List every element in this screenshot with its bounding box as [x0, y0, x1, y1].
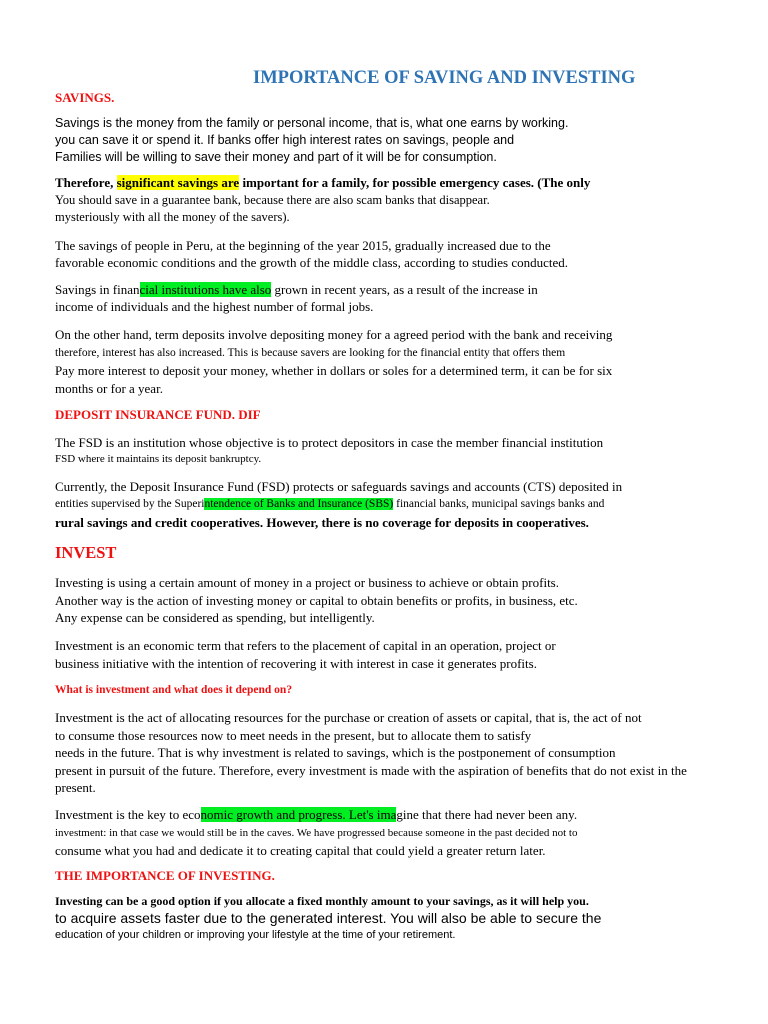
invest-paragraph-2 [55, 637, 556, 673]
text-line: Investment is an economic term that refers to the placement of capital in an operation, project or [55, 638, 556, 653]
savings-paragraph-5 [55, 326, 612, 398]
text-line: FSD where it maintains its deposit bankruptcy. [55, 453, 262, 465]
importance-heading: THE IMPORTANCE OF INVESTING. [55, 868, 275, 883]
dif-paragraph-1 [55, 434, 603, 468]
savings-paragraph-1 [55, 115, 568, 166]
text-line: Another way is the action of investing money or capital to obtain benefits or profits, in business, etc. [55, 592, 578, 608]
text-line: Families will be willing to save their money and part of it will be for consumption. [55, 150, 497, 164]
invest-subheading: What is investment and what does it depend on? [55, 684, 293, 696]
text-line: investment: in that case we would still be in the caves. We have progressed because someone in the past decided not to [55, 827, 578, 839]
page-title: IMPORTANCE OF SAVING AND INVESTING [253, 68, 636, 88]
text-segment: entities supervised by the Superi [55, 498, 205, 510]
importance-line-1: Investing can be a good option if you allocate a fixed monthly amount to your savings, as it will help you. [55, 894, 589, 908]
highlighted-text: significant savings are [116, 175, 240, 190]
text-segment: financial banks, municipal savings banks and [393, 498, 605, 510]
text-line: favorable economic conditions and the growth of the middle class, according to studies conducted. [55, 255, 568, 270]
text-line: months or for a year. [55, 381, 163, 396]
highlighted-text: cial institutions have also [139, 282, 272, 297]
dif-heading: DEPOSIT INSURANCE FUND. DIF [55, 407, 261, 422]
importance-line-2: to acquire assets faster due to the generated interest. You will also be able to secure the [55, 910, 602, 926]
text-segment: gine that there had never been any. [396, 807, 578, 822]
savings-paragraph-4-line-1 [55, 282, 538, 298]
text-line: consume what you had and dedicate it to creating capital that could yield a greater return later. [55, 843, 546, 858]
savings-paragraph-4-rest: income of individuals and the highest number of formal jobs. [55, 299, 374, 314]
text-line: present. [55, 780, 96, 796]
text-line: to consume those resources now to meet needs in the present, but to allocate them to satisfy [55, 727, 532, 743]
text-line: The FSD is an institution whose objective is to protect depositors in case the member financial institution [55, 435, 604, 450]
text-line: present in pursuit of the future. Therefore, every investment is made with the aspiration of benefits that do not exist in the [55, 762, 687, 778]
text-segment: grown in recent years, as a result of the increase in [271, 282, 538, 297]
text-line: needs in the future. That is why investment is related to savings, which is the postponement of consumption [55, 745, 616, 761]
text-segment: Investment is the key to eco [55, 807, 201, 822]
text-segment: important for a family, for possible emergency cases. (The only [239, 175, 591, 190]
text-line: Savings is the money from the family or personal income, that is, what one earns by working. [55, 116, 569, 130]
invest-paragraph-3 [55, 709, 687, 797]
text-line: On the other hand, term deposits involve depositing money for a agreed period with the bank and receiving [55, 327, 613, 342]
dif-paragraph-2-line-2 [55, 496, 604, 512]
highlighted-text: ntendence of Banks and Insurance (SBS) [204, 498, 394, 510]
text-line: Investment is the act of allocating resources for the purchase or creation of assets or capital, that is, the act of not [55, 710, 642, 725]
text-line: Investing is using a certain amount of money in a project or business to achieve or obtain profits. [55, 575, 559, 590]
invest-paragraph-4-line-1 [55, 807, 577, 823]
text-segment: Therefore, [55, 175, 117, 190]
text-line: The savings of people in Peru, at the beginning of the year 2015, gradually increased due to the [55, 238, 551, 253]
text-line: mysteriously with all the money of the savers). [55, 210, 290, 224]
invest-heading: INVEST [55, 543, 117, 562]
text-line: Any expense can be considered as spending, but intelligently. [55, 610, 375, 625]
highlighted-text: nomic growth and progress. Let's ima [200, 807, 397, 822]
text-line: business initiative with the intention of recovering it with interest in case it generates profits. [55, 656, 537, 671]
invest-paragraph-1 [55, 574, 578, 627]
text-line: Pay more interest to deposit your money, whether in dollars or soles for a determined term, it can be for six [55, 363, 613, 378]
importance-line-3: education of your children or improving your lifestyle at the time of your retirement. [55, 929, 456, 941]
text-line: You should save in a guarantee bank, because there are also scam banks that disappear. [55, 193, 490, 207]
dif-paragraph-2-line-1: Currently, the Deposit Insurance Fund (FSD) protects or safeguards savings and accounts (CTS) deposited in [55, 479, 623, 494]
savings-paragraph-3 [55, 237, 568, 271]
text-segment: Savings in finan [55, 282, 140, 297]
dif-paragraph-2-line-3: rural savings and credit cooperatives. However, there is no coverage for deposits in cooperatives. [55, 515, 589, 530]
savings-heading: SAVINGS. [55, 90, 115, 105]
text-line: you can save it or spend it. If banks offer high interest rates on savings, people and [55, 133, 515, 147]
savings-paragraph-2-rest [55, 192, 490, 226]
savings-paragraph-2-line-1 [55, 175, 590, 191]
invest-paragraph-4-rest [55, 824, 577, 860]
text-line: therefore, interest has also increased. This is because savers are looking for the financial entity that offers them [55, 347, 566, 359]
